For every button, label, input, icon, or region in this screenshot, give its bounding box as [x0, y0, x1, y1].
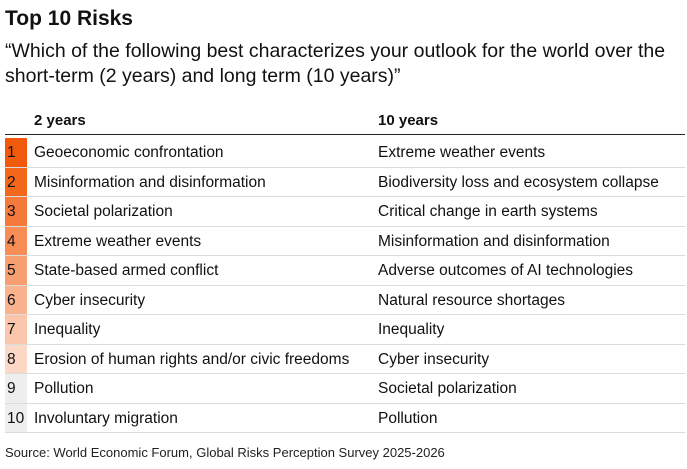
header-rule	[5, 134, 685, 135]
risk-2-years: State-based armed conflict	[34, 262, 219, 279]
risk-2-years: Erosion of human rights and/or civic freedoms	[34, 350, 350, 368]
risk-10-years: Critical change in earth systems	[378, 203, 598, 220]
rank-cell: 4	[5, 227, 27, 256]
rank-cell: 1	[5, 138, 27, 167]
risk-2-years: Inequality	[34, 321, 101, 338]
rank-cell: 10	[5, 404, 27, 433]
risk-10-years: Cyber insecurity	[378, 350, 490, 368]
header-2-years: 2 years	[34, 112, 86, 129]
risk-2-years: Involuntary migration	[34, 409, 178, 427]
chart-subtitle: “Which of the following best characterizes your outlook for the world over the short-term (2 years) and long term (10 years)”	[5, 40, 666, 87]
rank-cell: 8	[5, 345, 27, 374]
risk-10-years: Biodiversity loss and ecosystem collapse	[378, 173, 659, 191]
risk-2-years: Pollution	[34, 380, 94, 397]
risk-2-years: Geoeconomic confrontation	[34, 144, 224, 161]
header-10-years: 10 years	[378, 112, 439, 129]
risk-10-years: Inequality	[378, 321, 445, 338]
risk-2-years: Societal polarization	[34, 203, 173, 220]
risk-table	[5, 138, 685, 433]
table-row	[5, 286, 685, 316]
table-header	[5, 111, 685, 135]
table-row	[5, 197, 685, 227]
rank-cell: 3	[5, 197, 27, 226]
table-row	[5, 256, 685, 286]
table-row	[5, 404, 685, 434]
source-note: Source: World Economic Forum, Global Risks Perception Survey 2025-2026	[5, 445, 445, 460]
table-row	[5, 374, 685, 404]
table-row	[5, 315, 685, 345]
table-row	[5, 227, 685, 257]
rank-cell: 5	[5, 256, 27, 285]
risk-10-years: Societal polarization	[378, 380, 517, 397]
risk-10-years: Pollution	[378, 409, 438, 427]
chart-title: Top 10 Risks	[5, 7, 133, 30]
risk-2-years: Cyber insecurity	[34, 291, 146, 309]
rank-cell: 7	[5, 315, 27, 344]
rank-cell: 6	[5, 286, 27, 315]
rank-cell: 9	[5, 374, 27, 403]
risk-10-years: Misinformation and disinformation	[378, 232, 610, 250]
risk-10-years: Adverse outcomes of AI technologies	[378, 262, 634, 279]
risk-2-years: Extreme weather events	[34, 232, 202, 250]
risk-10-years: Extreme weather events	[378, 144, 546, 161]
table-row	[5, 168, 685, 198]
rank-cell: 2	[5, 168, 27, 197]
table-row	[5, 138, 685, 168]
risk-10-years: Natural resource shortages	[378, 291, 565, 309]
table-row	[5, 345, 685, 375]
risk-2-years: Misinformation and disinformation	[34, 173, 266, 191]
